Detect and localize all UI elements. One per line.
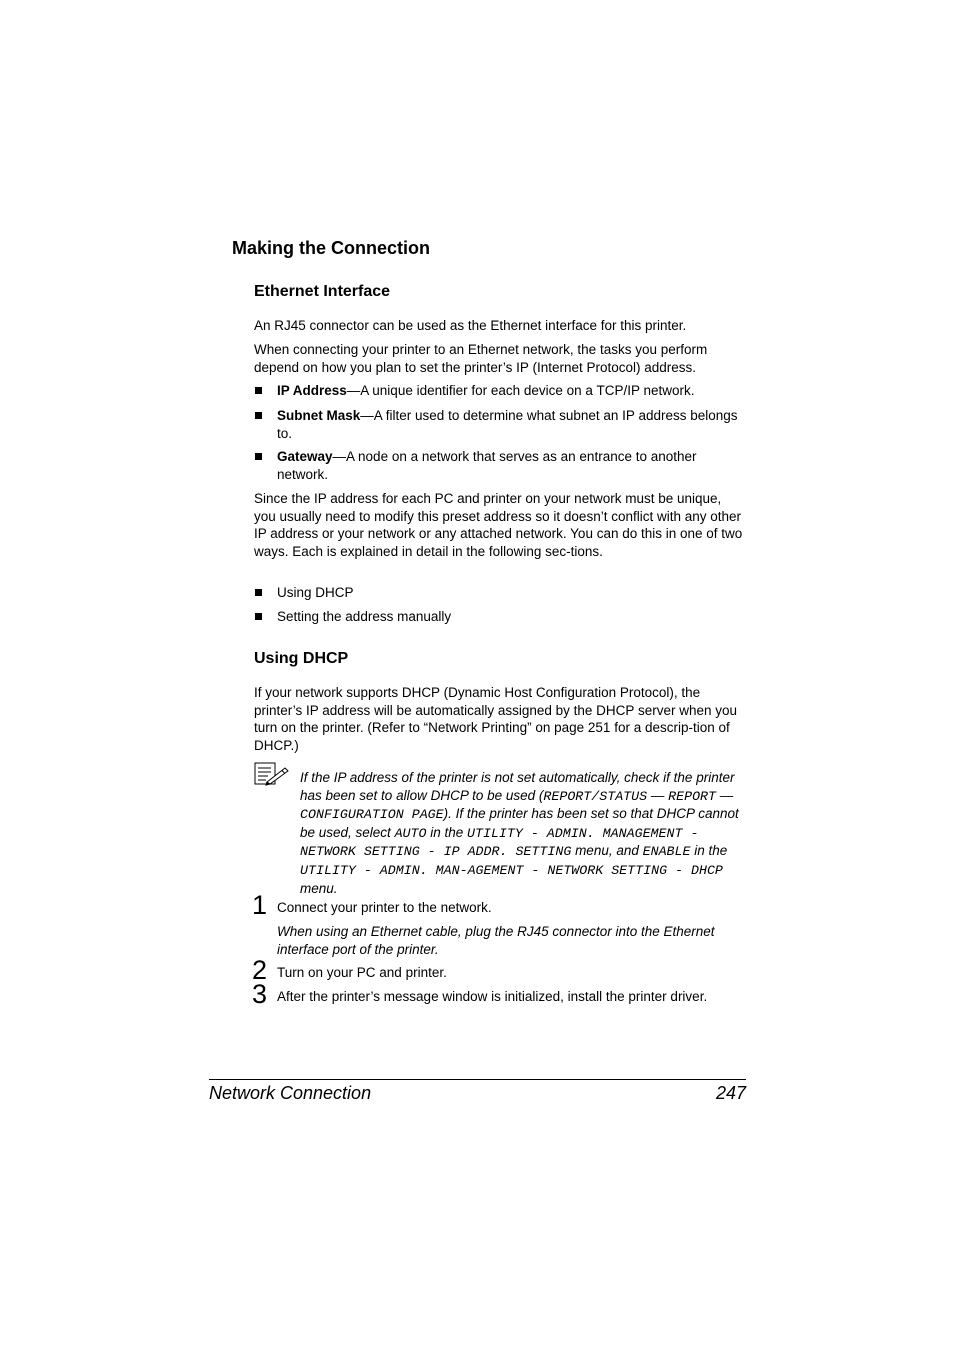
bullet-square-icon [255,412,262,419]
footer-page-number: 247 [715,1083,746,1103]
bullet-term: Subnet Mask [277,408,361,423]
ethernet-paragraph-2: When connecting your printer to an Ethernet network, the tasks you perform depend on how you plan to set the printer’s IP (Internet Protocol) address. [254,342,708,375]
ethernet-heading: Ethernet Interface [254,283,391,300]
step-number: 3 [252,979,268,1009]
bullet-desc: —A filter used to determine what subnet an IP address belongs to. [277,408,738,441]
step-text: Connect your printer to the network. [277,900,492,915]
footer-rule [209,1079,746,1080]
footer-chapter-title: Network Connection [209,1083,372,1103]
bullet-term: Gateway [277,449,333,464]
ethernet-paragraph-1: An RJ45 connector can be used as the Ethernet interface for this printer. [254,318,687,333]
bullet-gateway [254,448,746,483]
step-text: After the printer’s message window is initialized, install the printer driver. [277,989,708,1004]
option-label: Using DHCP [277,585,354,600]
bullet-desc: —A node on a network that serves as an entrance to another network. [277,449,697,482]
bullet-term: IP Address [277,383,347,398]
step-number: 1 [252,890,268,920]
option-using-dhcp [254,584,746,602]
ethernet-paragraph-3: Since the IP address for each PC and printer on your network must be unique, you usually need to modify this preset address so it doesn’t conflict with any other IP address or your network or any attached network. You can do this in one of two ways. Each is explained in detail in the following sec-tions. [254,491,743,559]
option-manual-address [254,608,746,626]
step-text: Turn on your PC and printer. [277,965,447,980]
bullet-subnet-mask [254,407,746,442]
section-title: Making the Connection [232,238,430,258]
bullet-square-icon [255,387,262,394]
bullet-square-icon [255,613,262,620]
step-number: 2 [252,955,268,985]
bullet-ip-address [254,382,746,400]
bullet-square-icon [255,453,262,460]
dhcp-heading: Using DHCP [254,650,349,667]
dhcp-note: If the IP address of the printer is not set automatically, check if the printer has been set to allow DHCP to be used (REPORT/STATUS — REPORT — CONFIGURATION PAGE). If the printer has been set so that DHCP cannot be used, select AUTO in the UTILITY - ADMIN. MANAGEMENT - NETWORK SETTING - IP ADDR. SETTING menu, and ENABLE in the UTILITY - ADMIN. MAN-AGEMENT - NETWORK SETTING - DHCP menu. [300,770,739,896]
note-pencil-icon [254,762,290,786]
dhcp-paragraph-1: If your network supports DHCP (Dynamic Host Configuration Protocol), the printer’s IP address will be automatically assigned by the DHCP server when you turn on the printer. (Refer to “Network Printing” on page 251 for a descrip-tion of DHCP.) [254,685,737,753]
option-label: Setting the address manually [277,609,452,624]
step-subnote: When using an Ethernet cable, plug the RJ45 connector into the Ethernet interface port of the printer. [277,924,715,957]
bullet-desc: —A unique identifier for each device on a TCP/IP network. [346,383,695,398]
bullet-square-icon [255,589,262,596]
